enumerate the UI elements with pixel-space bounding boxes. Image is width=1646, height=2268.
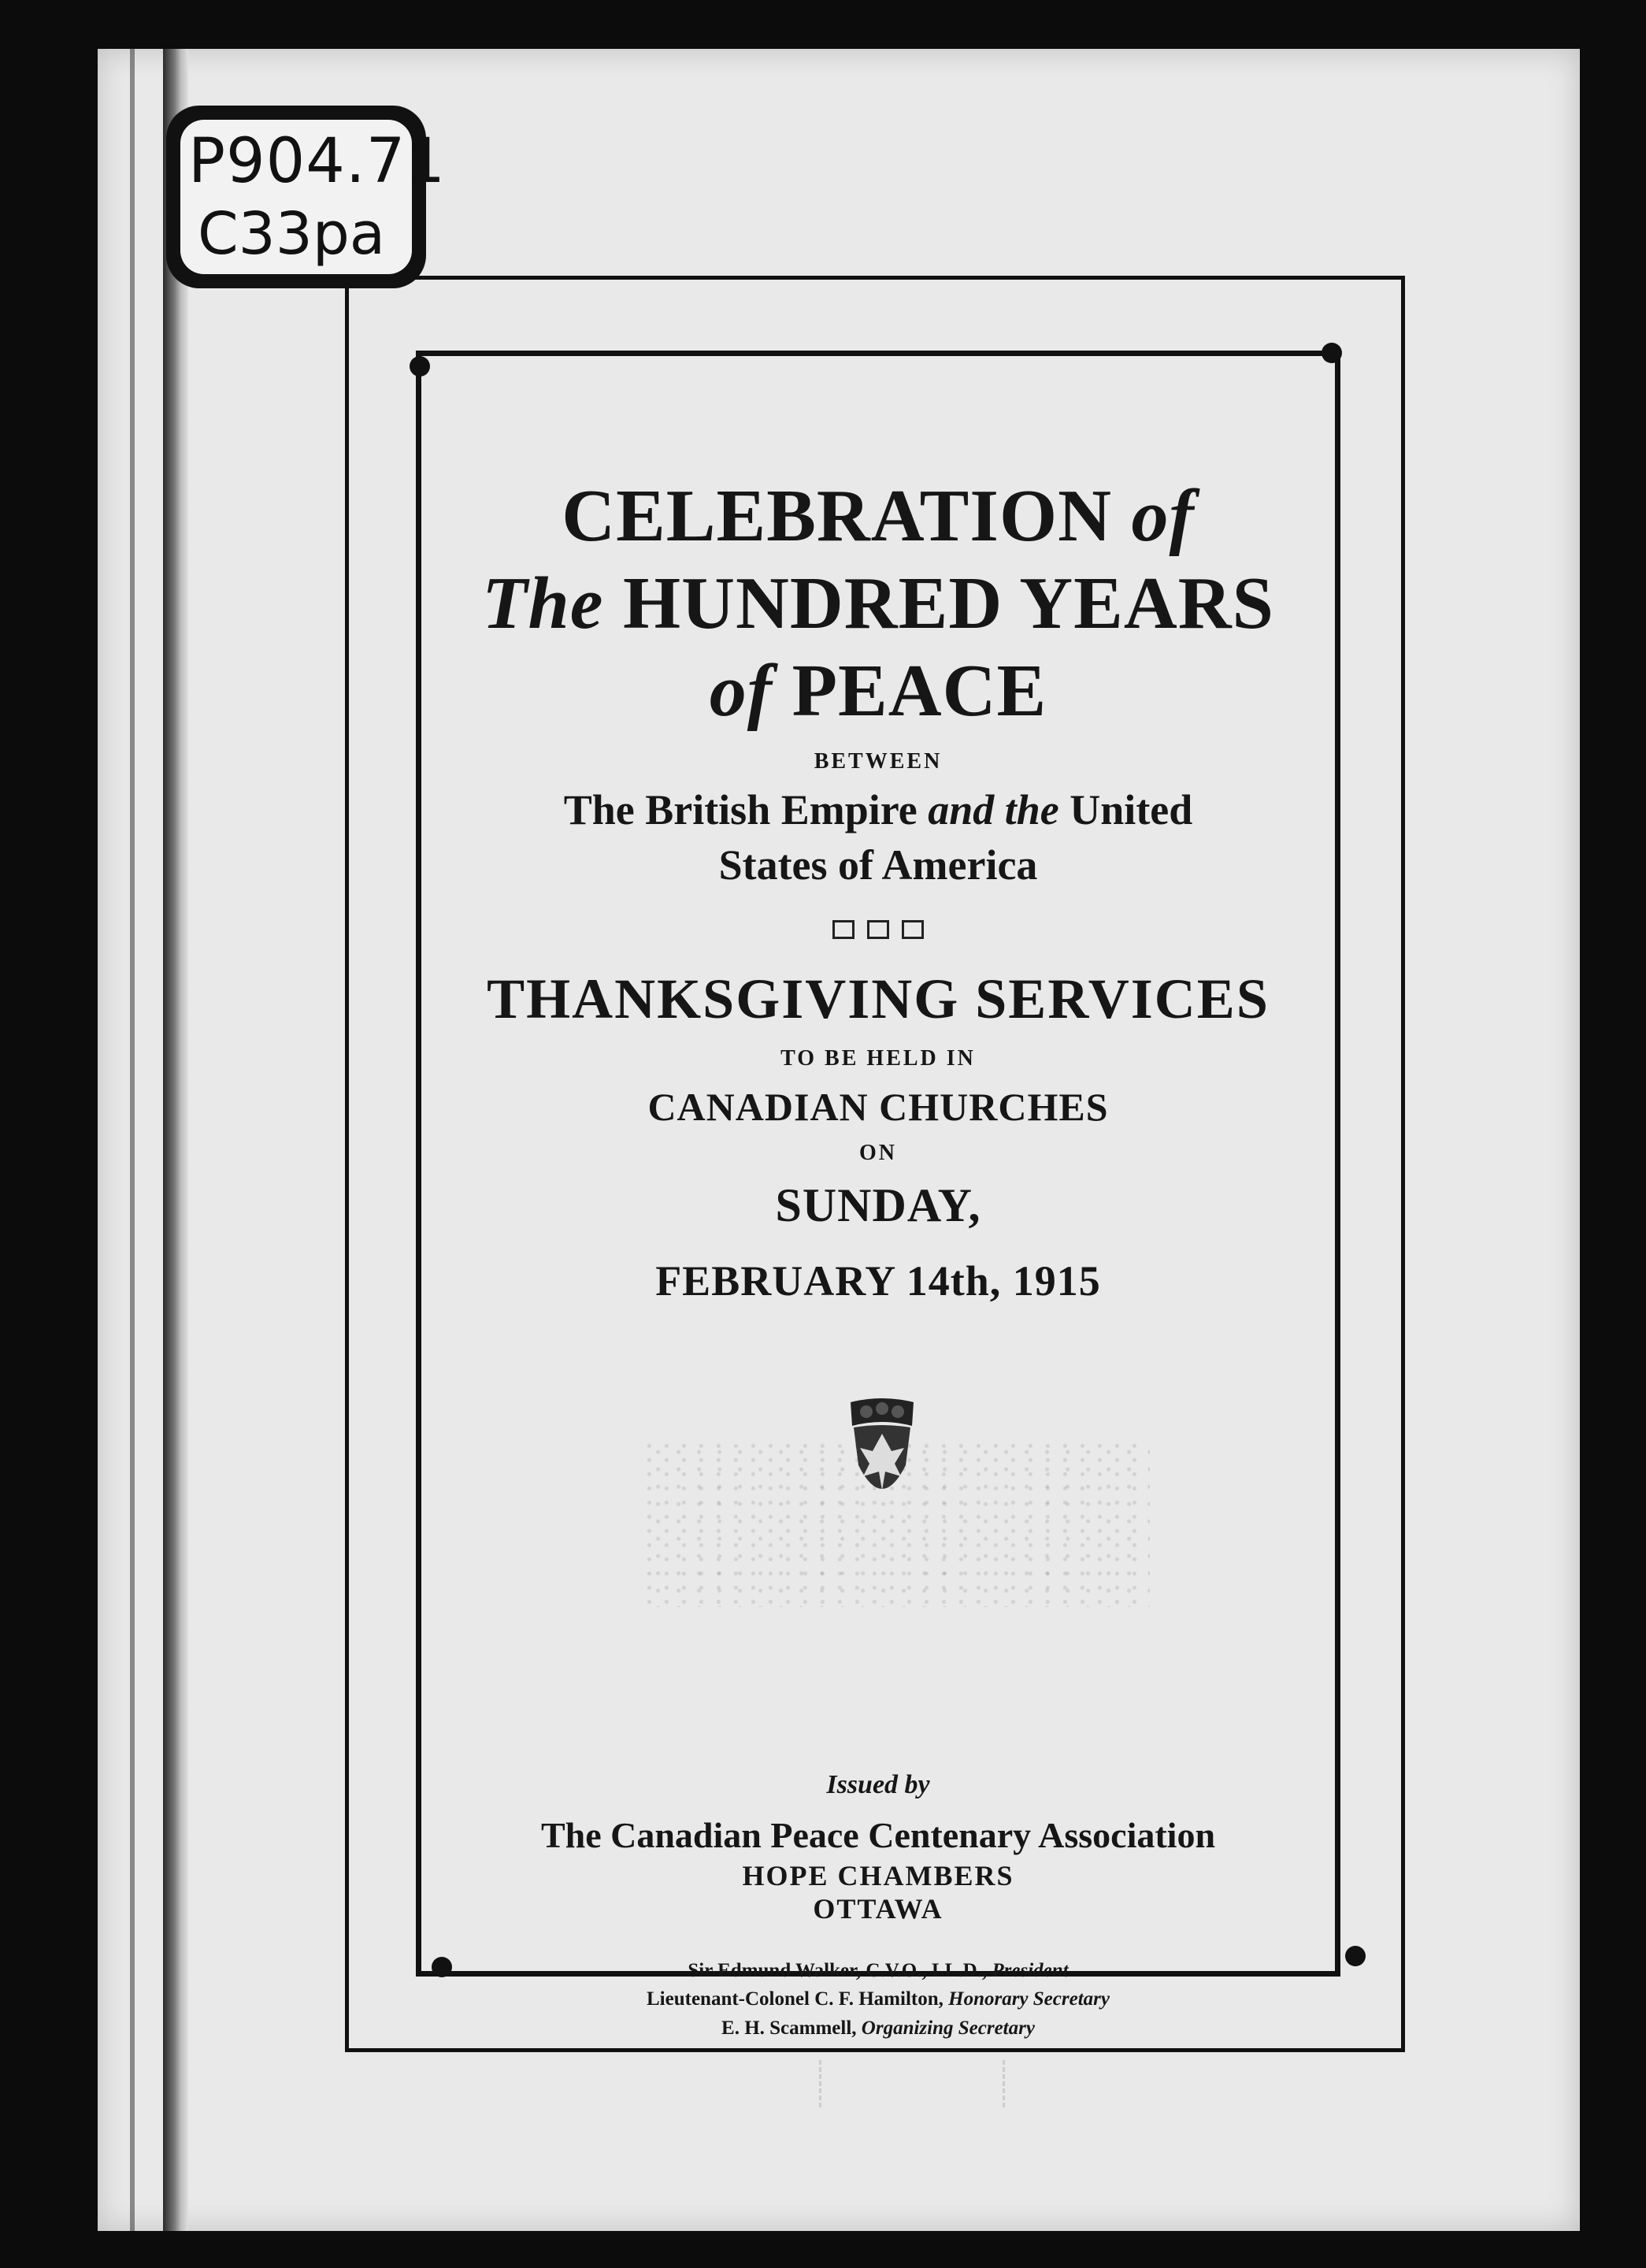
title-the: The xyxy=(482,562,604,644)
ornament-boxes xyxy=(421,916,1335,946)
call-number-line1: P904.71 xyxy=(188,126,446,197)
officer-honorary-secretary xyxy=(421,1985,1335,2014)
canadian-churches: CANADIAN CHURCHES xyxy=(647,1085,1109,1130)
officer-organizing-secretary xyxy=(421,2014,1335,2043)
title-hundred-years: HUNDRED YEARS xyxy=(623,562,1274,644)
parties-line2: States of America xyxy=(718,841,1038,889)
parties-united: United xyxy=(1070,785,1193,833)
title-block xyxy=(421,473,1335,2043)
organization-address-2: OTTAWA xyxy=(813,1893,943,1925)
officer-president xyxy=(421,1957,1335,1985)
binding-edge xyxy=(130,49,135,2231)
services-heading: THANKSGIVING SERVICES xyxy=(487,967,1270,1031)
title-peace: PEACE xyxy=(791,649,1047,732)
sunday-label: SUNDAY, xyxy=(775,1179,981,1232)
officer-role: Organizing Secretary xyxy=(861,2017,1035,2039)
service-date: FEBRUARY 14th, 1915 xyxy=(655,1257,1101,1305)
on-label: ON xyxy=(859,1141,897,1166)
organization-name: The Canadian Peace Centenary Association xyxy=(540,1815,1216,1856)
corner-dot-bottom-right xyxy=(1345,1946,1366,1966)
paper-mark xyxy=(819,2060,1005,2107)
title-line1 xyxy=(421,473,1335,560)
organization-address-1: HOPE CHAMBERS xyxy=(742,1860,1014,1892)
title-celebration: CELEBRATION xyxy=(562,475,1112,557)
to-be-held-label: TO BE HELD IN xyxy=(780,1046,976,1071)
book-spine xyxy=(163,49,188,2231)
title-line2 xyxy=(421,560,1335,648)
officer-name: Lieutenant-Colonel C. F. Hamilton, xyxy=(647,1988,943,2010)
issued-by-label: Issued by xyxy=(826,1770,930,1800)
maple-leaf-emblem-icon xyxy=(843,1394,921,1513)
officer-role: Honorary Secretary xyxy=(948,1988,1110,2010)
officers-list xyxy=(421,1957,1335,2043)
title-of-1: of xyxy=(1131,475,1195,557)
corner-dot-top-right xyxy=(1322,343,1342,363)
officer-role: President xyxy=(992,1960,1069,1982)
call-number-label xyxy=(166,106,446,288)
title-of-2: of xyxy=(709,649,773,732)
call-number-line2: C33pa xyxy=(198,200,386,268)
parties-line1 xyxy=(421,782,1335,837)
corner-dot-top-left xyxy=(410,356,430,377)
officer-name: Sir Edmund Walker, C.V.O., LL.D., xyxy=(688,1960,988,1982)
between-label: BETWEEN xyxy=(814,748,943,774)
call-number-label-inner xyxy=(180,120,446,274)
title-line3 xyxy=(421,648,1335,735)
officer-name: E. H. Scammell, xyxy=(721,2017,857,2039)
parties-british-empire: The British Empire xyxy=(563,785,918,833)
parties-and-the: and the xyxy=(928,785,1059,833)
